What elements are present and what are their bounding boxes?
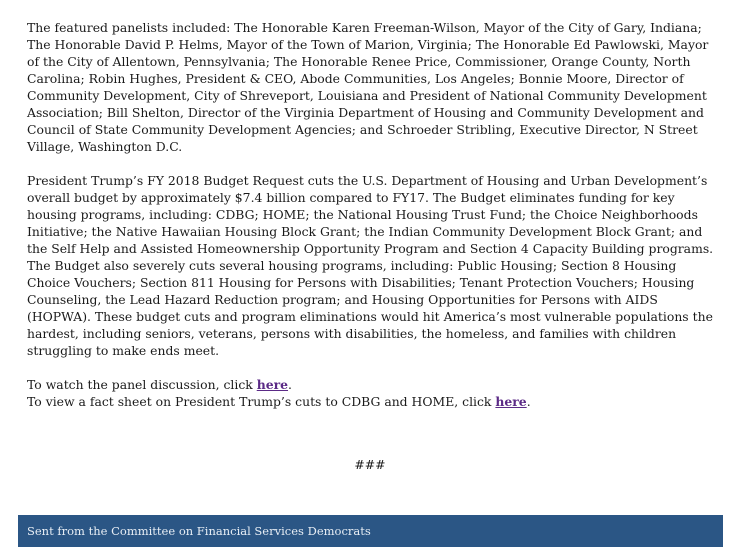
footer-text: Sent from the Committee on Financial Services Democrats <box>27 524 371 538</box>
end-mark: ### <box>354 457 386 472</box>
fact-sheet-line <box>27 393 717 410</box>
fact-sheet-link[interactable]: here <box>495 394 527 409</box>
panelists-paragraph: The featured panelists included: The Honorable Karen Freeman-Wilson, Mayor of the City of Gary, Indiana; The Honorable David P. Helms, Mayor of the Town of Marion, Virginia; The Honorable Ed Pawlowski, Mayor of the City of Allentown, Pennsylvania; The Honorable Renee Price, Commissioner, Orange County, North Carolina; Robin Hughes, President & CEO, Abode Communities, Los Angeles; Bonnie Moore, Director of Community Development, City of Shreveport, Louisiana and President of National Community Development Association; Bill Shelton, Director of the Virginia Department of Housing and Community Development and Council of State Community Development Agencies; and Schroeder Stribling, Executive Director, N Street Village, Washington D.C. <box>27 20 709 154</box>
watch-text: To watch the panel discussion, click <box>27 377 257 392</box>
watch-suffix: . <box>288 377 292 392</box>
email-body <box>27 19 717 410</box>
fact-sheet-text: To view a fact sheet on President Trump’s cuts to CDBG and HOME, click <box>27 394 496 409</box>
budget-paragraph: President Trump’s FY 2018 Budget Request cuts the U.S. Department of Housing and Urban Development’s overall budget by approximately $7.4 billion compared to FY17. The Budget eliminates funding for key housing programs, including: CDBG; HOME; the National Housing Trust Fund; the Choice Neighborhoods Initiative; the Native Hawaiian Housing Block Grant; the Indian Community Development Block Grant; and the Self Help and Assisted Homeownership Opportunity Program and Section 4 Capacity Building programs. The Budget also severely cuts several housing programs, including: Public Housing; Section 8 Housing Choice Vouchers; Section 811 Housing for Persons with Disabilities; Tenant Protection Vouchers; Housing Counseling, the Lead Hazard Reduction program; and Housing Opportunities for Persons with AIDS (HOPWA). These budget cuts and program eliminations would hit America’s most vulnerable populations the hardest, including seniors, veterans, persons with disabilities, the homeless, and families with children struggling to make ends meet. <box>27 173 714 358</box>
watch-line <box>27 376 717 393</box>
watch-panel-link[interactable]: here <box>256 377 289 392</box>
footer-bar <box>18 515 723 547</box>
fact-sheet-suffix: . <box>526 394 531 409</box>
links-block <box>27 376 717 410</box>
